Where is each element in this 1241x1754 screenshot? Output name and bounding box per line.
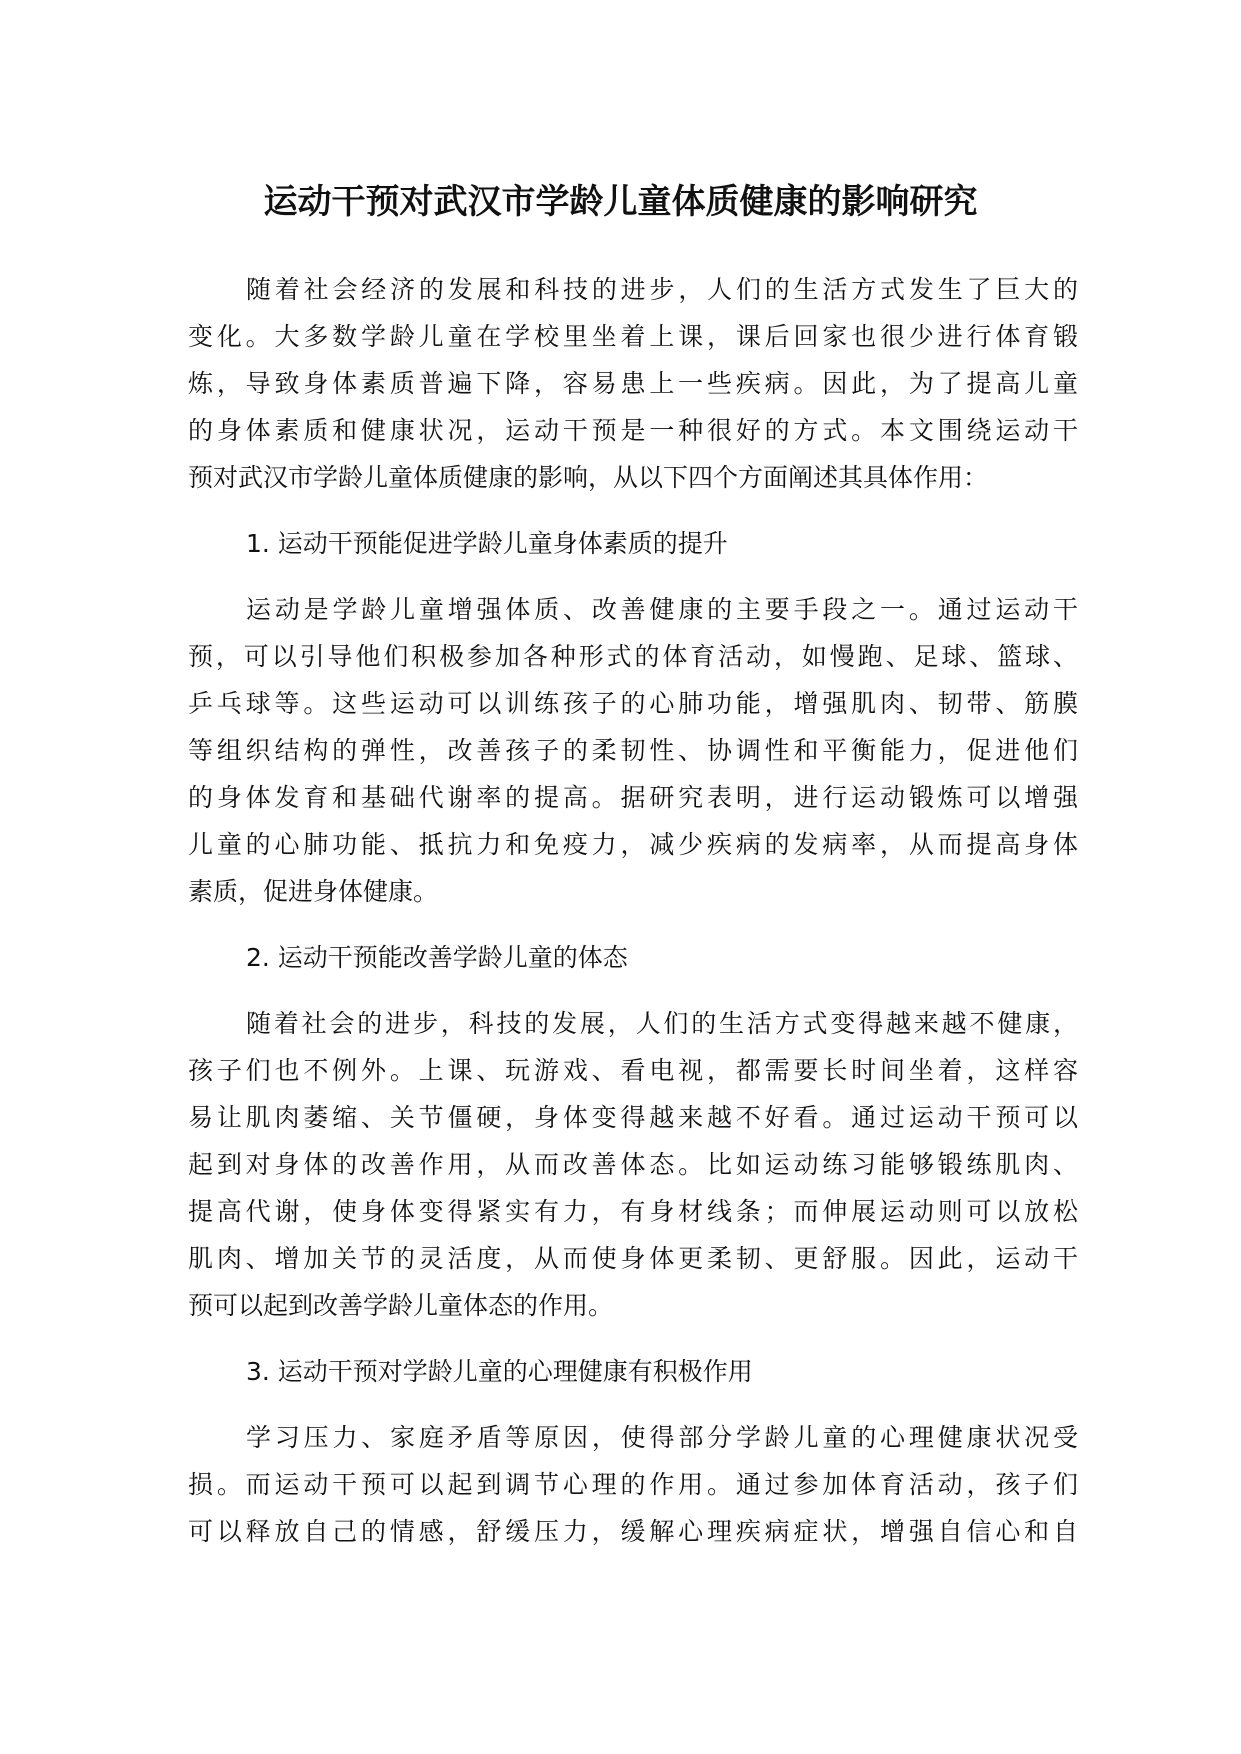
paragraph-line: 预，可以引导他们积极参加各种形式的体育活动，如慢跑、足球、篮球、 <box>188 642 1078 671</box>
paragraph-line: 孩子们也不例外。上课、玩游戏、看电视，都需要长时间坐着，这样容 <box>188 1056 1078 1085</box>
paragraph-line: 预可以起到改善学龄儿童体态的作用。 <box>188 1291 614 1320</box>
paragraph-line: 随着社会经济的发展和科技的进步，人们的生活方式发生了巨大的 <box>246 275 1078 304</box>
paragraph-line: 肌肉、增加关节的灵活度，从而使身体更柔韧、更舒服。因此，运动干 <box>188 1244 1078 1273</box>
section-heading: 2. 运动干预能改善学龄儿童的体态 <box>246 943 628 972</box>
paragraph-line: 等组织结构的弹性，改善孩子的柔韧性、协调性和平衡能力，促进他们 <box>188 736 1078 765</box>
section-heading: 1. 运动干预能促进学龄儿童身体素质的提升 <box>246 529 728 558</box>
section-paragraph <box>188 1000 1078 1329</box>
paragraph-line: 起到对身体的改善作用，从而改善体态。比如运动练习能够锻练肌肉、 <box>188 1150 1078 1179</box>
paragraph-line: 的身体发育和基础代谢率的提高。据研究表明，进行运动锻炼可以增强 <box>188 783 1078 812</box>
section-heading: 3. 运动干预对学龄儿童的心理健康有积极作用 <box>246 1357 753 1386</box>
paragraph-line: 运动是学龄儿童增强体质、改善健康的主要手段之一。通过运动干 <box>246 595 1078 624</box>
paragraph-line: 的身体素质和健康状况，运动干预是一种很好的方式。本文围绕运动干 <box>188 416 1078 445</box>
paragraph-line: 易让肌肉萎缩、关节僵硬，身体变得越来越不好看。通过运动干预可以 <box>188 1103 1078 1132</box>
paragraph-line: 变化。大多数学龄儿童在学校里坐着上课，课后回家也很少进行体育锻 <box>188 322 1078 351</box>
section-paragraph <box>188 1414 1078 1555</box>
paragraph-line: 素质，促进身体健康。 <box>188 877 439 906</box>
paragraph-line: 乒乓球等。这些运动可以训练孩子的心肺功能，增强肌肉、韧带、筋膜 <box>188 689 1078 718</box>
paragraph-line: 损。而运动干预可以起到调节心理的作用。通过参加体育活动，孩子们 <box>188 1470 1078 1499</box>
section-paragraph <box>188 586 1078 915</box>
paragraph-line: 学习压力、家庭矛盾等原因，使得部分学龄儿童的心理健康状况受 <box>246 1423 1078 1452</box>
paragraph-line: 炼，导致身体素质普遍下降，容易患上一些疾病。因此，为了提高儿童 <box>188 369 1078 398</box>
paragraph-line: 儿童的心肺功能、抵抗力和免疫力，减少疾病的发病率，从而提高身体 <box>188 830 1078 859</box>
paragraph-line: 预对武汉市学龄儿童体质健康的影响，从以下四个方面阐述其具体作用： <box>188 463 989 492</box>
paragraph-line: 提高代谢，使身体变得紧实有力，有身材线条；而伸展运动则可以放松 <box>188 1197 1078 1226</box>
document-title: 运动干预对武汉市学龄儿童体质健康的影响研究 <box>263 182 978 222</box>
paragraph-line: 随着社会的进步，科技的发展，人们的生活方式变得越来越不健康， <box>246 1009 1078 1038</box>
paragraph-line: 可以释放自己的情感，舒缓压力，缓解心理疾病症状，增强自信心和自 <box>188 1517 1078 1546</box>
document-body <box>188 266 1078 1555</box>
intro-paragraph <box>188 266 1078 501</box>
